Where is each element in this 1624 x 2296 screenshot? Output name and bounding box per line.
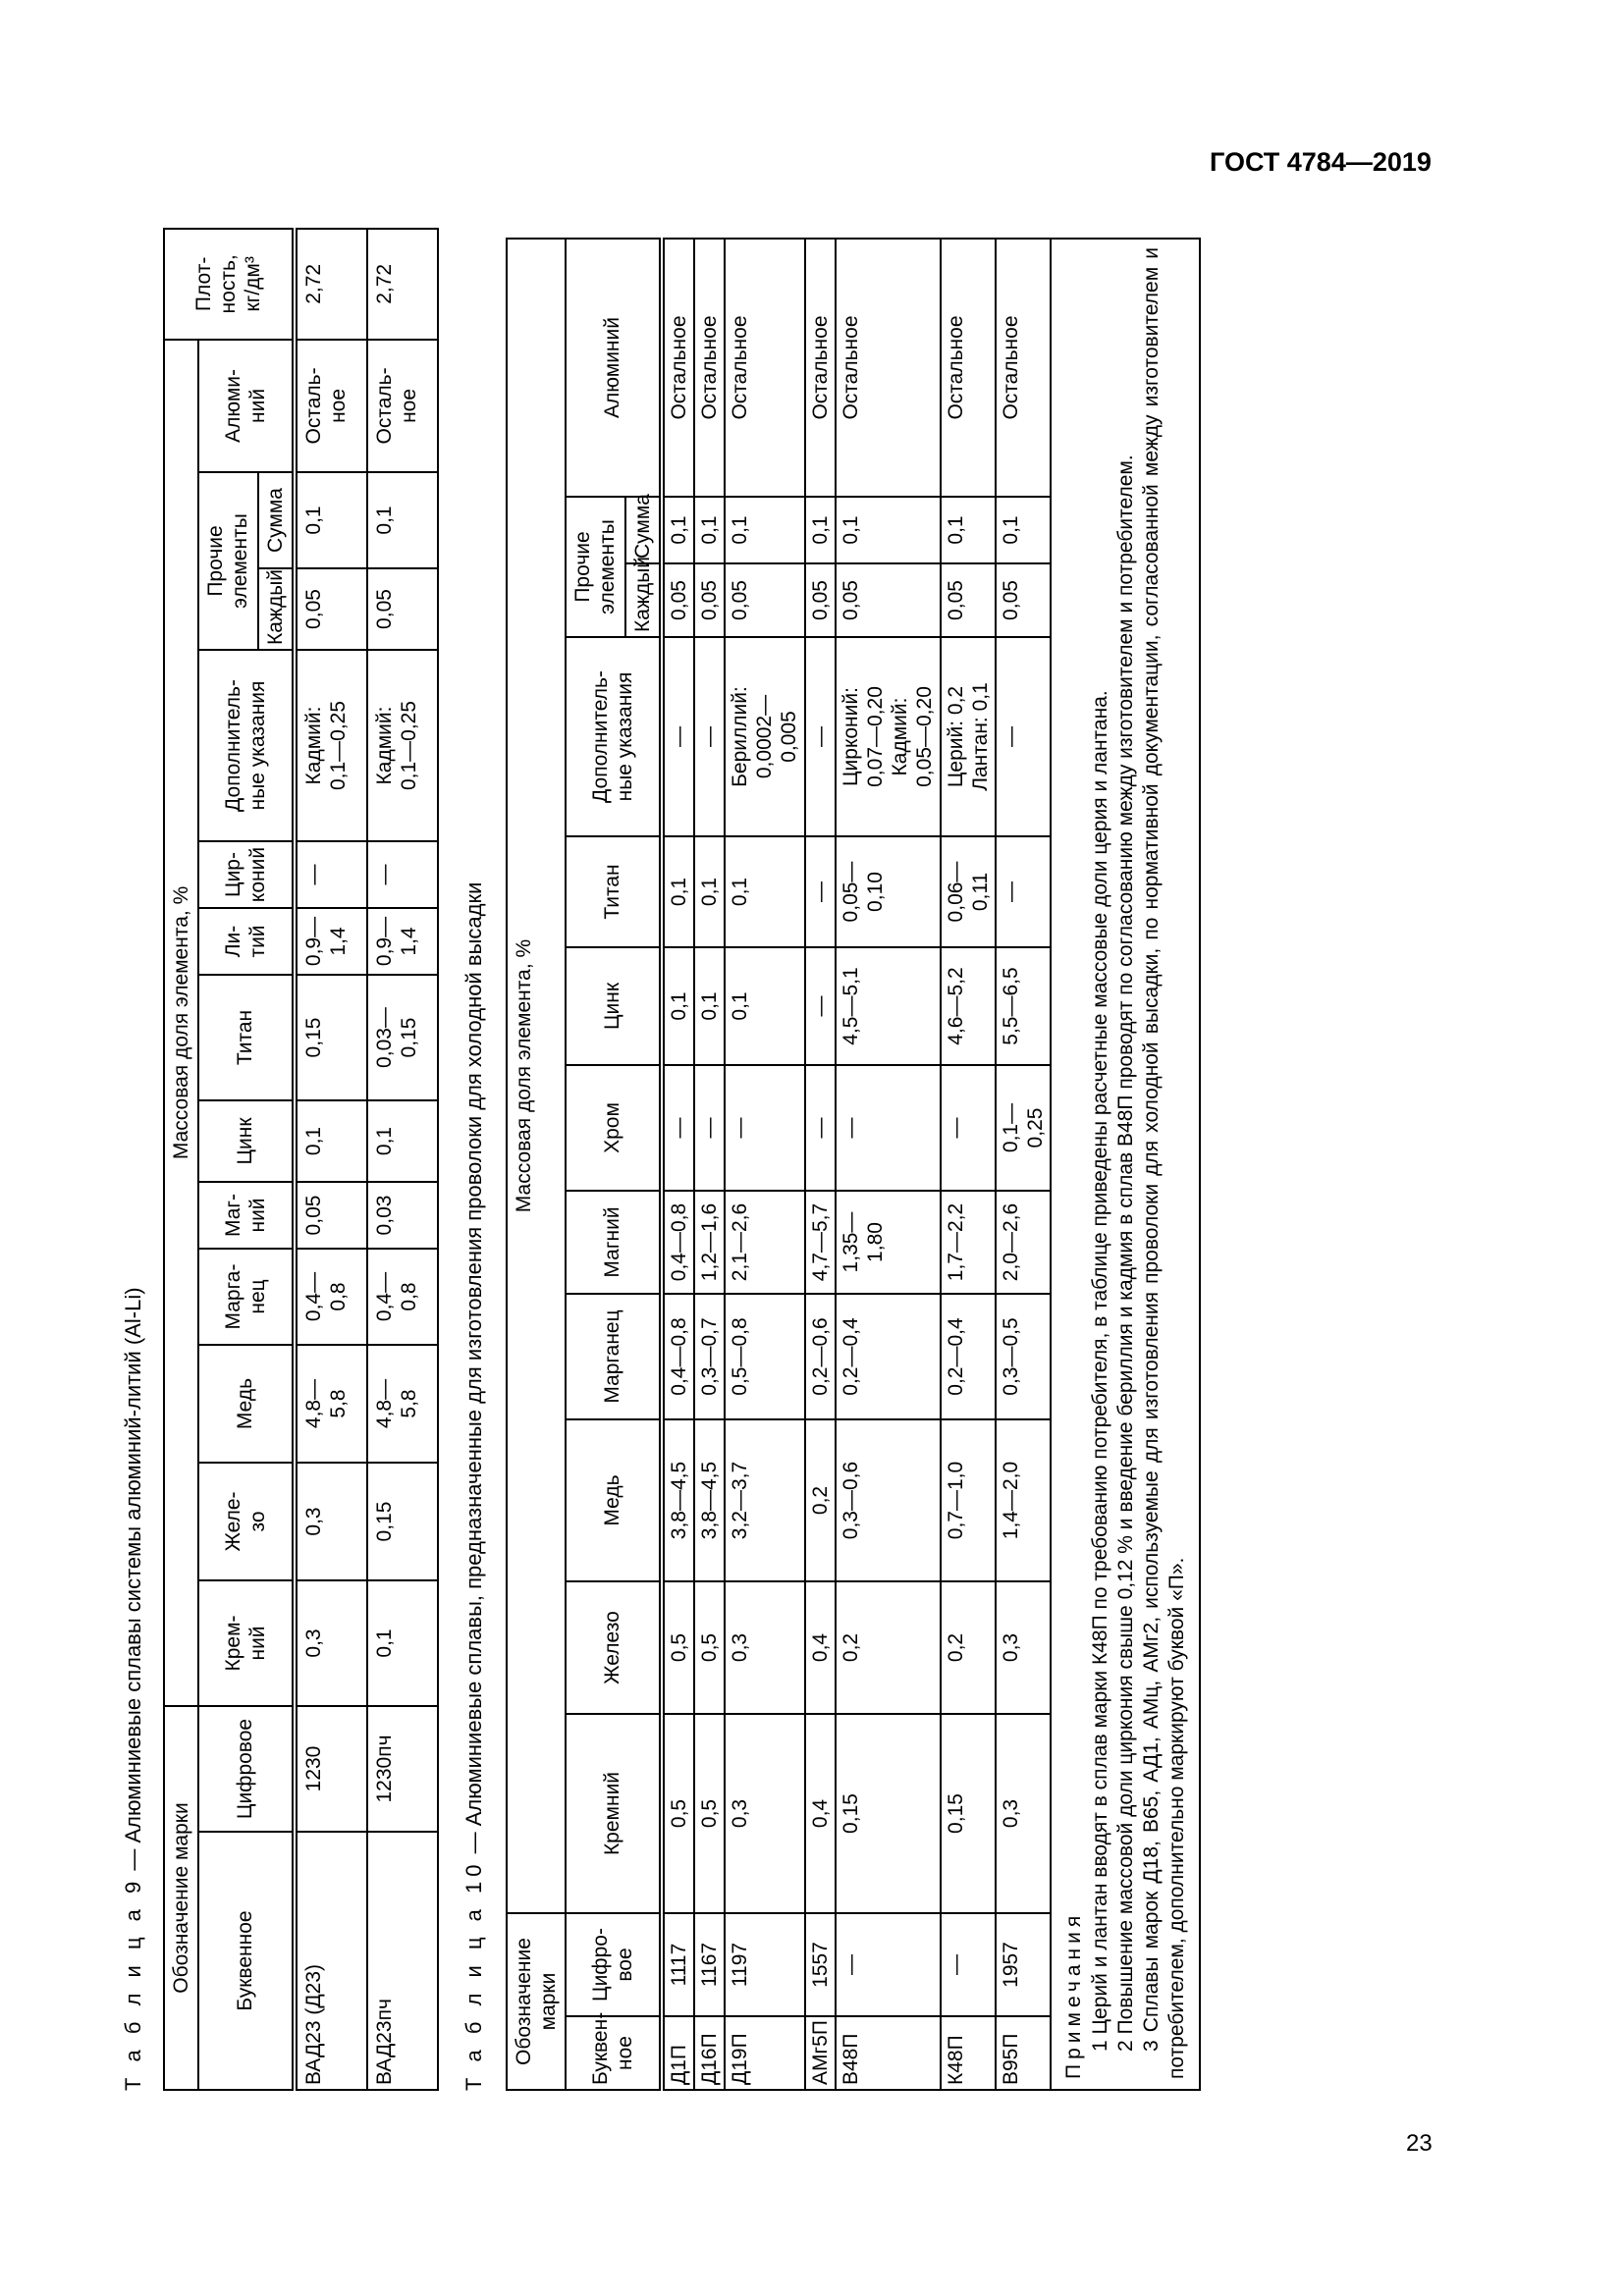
table-cell: 0,2—0,6: [805, 1294, 836, 1419]
table-cell: Цирконий: 0,07—0,20 Кадмий: 0,05—0,20: [836, 637, 941, 836]
header-magnesium: Магний: [566, 1191, 662, 1294]
table9-caption: [116, 236, 151, 2091]
table-cell: 0,1: [694, 497, 725, 563]
alloy-grade-cell: Д16П: [694, 2016, 725, 2090]
table-cell: Остальное: [662, 239, 694, 497]
table-cell: 0,1: [662, 497, 694, 563]
table-cell: 0,9— 1,4: [295, 908, 367, 975]
table-cell: 0,1: [694, 947, 725, 1065]
table-row: [367, 229, 438, 2090]
table-cell: 0,2: [941, 1581, 996, 1714]
table-cell: —: [805, 637, 836, 836]
rotated-content: [116, 236, 1333, 2091]
table-cell: 0,05: [996, 563, 1051, 637]
table-cell: 0,05: [694, 563, 725, 637]
table-cell: 3,8—4,5: [662, 1419, 694, 1581]
header-other: Прочие элементы: [198, 472, 257, 650]
notes-heading: Примечания: [1062, 1910, 1086, 2079]
table-cell: —: [662, 637, 694, 836]
table-cell: 1230: [295, 1706, 367, 1832]
table-cell: 0,1: [725, 497, 805, 563]
table-cell: 1,35— 1,80: [836, 1191, 941, 1294]
table-cell: —: [941, 1065, 996, 1191]
header-copper: Медь: [566, 1419, 662, 1581]
table-row: [805, 239, 836, 2090]
table-cell: 3,8—4,5: [694, 1419, 725, 1581]
table-cell: 0,1: [941, 497, 996, 563]
header-manganese: Марганец: [566, 1294, 662, 1419]
table-cell: 0,4— 0,8: [367, 1249, 438, 1345]
header-other: Прочие элементы: [566, 497, 624, 637]
table-row: [694, 239, 725, 2090]
table-cell: 0,5: [694, 1714, 725, 1913]
table-cell: 0,1: [662, 836, 694, 947]
table-cell: Кадмий: 0,1—0,25: [367, 650, 438, 841]
table-cell: 4,8— 5,8: [295, 1345, 367, 1463]
table-cell: 0,3: [996, 1714, 1051, 1913]
table-cell: —: [295, 841, 367, 908]
table9: [163, 228, 439, 2091]
table-cell: 1557: [805, 1913, 836, 2016]
table-cell: 0,3: [725, 1581, 805, 1714]
table-cell: 0,5: [694, 1581, 725, 1714]
table-cell: 0,1: [996, 497, 1051, 563]
alloy-grade-cell: В95П: [996, 2016, 1051, 2090]
table-cell: —: [996, 836, 1051, 947]
table-cell: 0,3: [725, 1714, 805, 1913]
table-cell: 0,4: [805, 1714, 836, 1913]
header-sum: Сумма: [625, 497, 662, 563]
table-cell: 0,05: [725, 563, 805, 637]
table-cell: —: [367, 841, 438, 908]
table-cell: —: [662, 1065, 694, 1191]
table-cell: 2,1—2,6: [725, 1191, 805, 1294]
table-cell: 0,3—0,5: [996, 1294, 1051, 1419]
table-cell: 0,9— 1,4: [367, 908, 438, 975]
table-cell: —: [805, 947, 836, 1065]
table-cell: 0,5: [662, 1581, 694, 1714]
table-row: [836, 239, 941, 2090]
table-row: [996, 239, 1051, 2090]
table-cell: 0,4—0,8: [662, 1191, 694, 1294]
table-cell: 0,1: [367, 1100, 438, 1182]
table-cell: 1,4—2,0: [996, 1419, 1051, 1581]
header-chromium: Хром: [566, 1065, 662, 1191]
table-cell: —: [805, 1065, 836, 1191]
table-cell: 0,05: [662, 563, 694, 637]
table-cell: Остальное: [725, 239, 805, 497]
header-iron: Железо: [566, 1581, 662, 1714]
table-row: [941, 239, 996, 2090]
table-cell: 0,15: [941, 1714, 996, 1913]
table-cell: 0,4: [805, 1581, 836, 1714]
table-cell: 1167: [694, 1913, 725, 2016]
alloy-grade-cell: К48П: [941, 2016, 996, 2090]
header-digital: Цифро- вое: [566, 1913, 662, 2016]
header-magnesium: Маг- ний: [198, 1182, 295, 1249]
header-zinc: Цинк: [198, 1100, 295, 1182]
table-cell: 0,3—0,7: [694, 1294, 725, 1419]
table-cell: —: [694, 637, 725, 836]
table-cell: Остальное: [941, 239, 996, 497]
header-letter: Буквен- ное: [566, 2016, 662, 2090]
alloy-grade-cell: ВАД23пч: [367, 1832, 438, 2090]
header-mass-fraction: Массовая доля элемента, %: [164, 340, 198, 1706]
table10-caption: [457, 236, 492, 2091]
header-each: Каждый: [625, 563, 662, 637]
header-each: Каждый: [258, 568, 295, 650]
table-cell: —: [805, 836, 836, 947]
table-cell: 1,2—1,6: [694, 1191, 725, 1294]
alloy-grade-cell: В48П: [836, 2016, 941, 2090]
header-lithium: Ли- тий: [198, 908, 295, 975]
header-copper: Медь: [198, 1345, 295, 1463]
table-cell: 0,05: [367, 568, 438, 650]
header-sum: Сумма: [258, 472, 295, 568]
table9-caption-text: — Алюминиевые сплавы системы алюминий-литий (Al-Li): [121, 1287, 145, 1877]
table-cell: 0,1: [295, 472, 367, 568]
table-cell: 0,06— 0,11: [941, 836, 996, 947]
table-cell: 0,15: [836, 1714, 941, 1913]
table-cell: 0,1: [725, 947, 805, 1065]
table-cell: 2,72: [367, 229, 438, 340]
table-cell: 4,5—5,1: [836, 947, 941, 1065]
table-cell: Осталь- ное: [367, 340, 438, 472]
table-cell: 0,1: [805, 497, 836, 563]
table9-caption-prefix: Т а б л и ц а 9: [121, 1876, 145, 2091]
table-cell: 0,5—0,8: [725, 1294, 805, 1419]
table10: [506, 238, 1201, 2091]
table-cell: 4,7—5,7: [805, 1191, 836, 1294]
table-cell: 0,1: [367, 1580, 438, 1706]
table-cell: —: [996, 637, 1051, 836]
table-cell: 0,2: [836, 1581, 941, 1714]
header-additional: Дополнитель- ные указания: [566, 637, 662, 836]
table-cell: 0,3: [996, 1581, 1051, 1714]
table-cell: 0,1: [295, 1100, 367, 1182]
header-letter: Буквенное: [198, 1832, 295, 2090]
header-aluminium: Алюминий: [566, 239, 662, 497]
document-code: ГОСТ 4784—2019: [1210, 147, 1432, 177]
table-cell: 0,15: [295, 975, 367, 1100]
note-2: 2 Повышение массовой доли циркония свыше 0,12 % и введение бериллия и кадмия в сплав В48П проводят по согласованию между изготовителем и потребителем.: [1113, 454, 1137, 2052]
table-cell: 0,1: [662, 947, 694, 1065]
table-cell: Остальное: [836, 239, 941, 497]
table-cell: —: [836, 1065, 941, 1191]
note-3: 3 Сплавы марок Д18, В65, АД1, АМц, АМг2, используемые для изготовления проволоки для холодной высадки, по нормативной документации, согласованной между изготовителем и потребителем, дополнительно маркируют буквой «П».: [1140, 247, 1189, 2079]
table-cell: 0,4—0,8: [662, 1294, 694, 1419]
table-cell: 0,2—0,4: [836, 1294, 941, 1419]
table-cell: 0,1— 0,25: [996, 1065, 1051, 1191]
table-cell: 0,05— 0,10: [836, 836, 941, 947]
header-density: Плот- ность, кг/дм³: [164, 229, 295, 340]
table-cell: 0,05: [941, 563, 996, 637]
table-cell: 0,05: [295, 1182, 367, 1249]
table-cell: 0,5: [662, 1714, 694, 1913]
table10-caption-prefix: Т а б л и ц а 10: [460, 1859, 486, 2091]
header-digital: Цифровое: [198, 1706, 295, 1832]
table-cell: —: [941, 1913, 996, 2016]
table-cell: 1,7—2,2: [941, 1191, 996, 1294]
table-cell: 0,3: [295, 1580, 367, 1706]
table-cell: 0,15: [367, 1463, 438, 1580]
table10-notes: [1051, 239, 1199, 2090]
table-cell: 5,5—6,5: [996, 947, 1051, 1065]
table-cell: 0,1: [694, 836, 725, 947]
alloy-grade-cell: АМг5П: [805, 2016, 836, 2090]
table-cell: 2,0—2,6: [996, 1191, 1051, 1294]
table-cell: 0,1: [367, 472, 438, 568]
table-cell: 0,05: [805, 563, 836, 637]
table-cell: 1230пч: [367, 1706, 438, 1832]
table-cell: 0,05: [295, 568, 367, 650]
table-cell: 0,05: [836, 563, 941, 637]
table-cell: 1957: [996, 1913, 1051, 2016]
header-titanium: Титан: [198, 975, 295, 1100]
table-cell: Остальное: [996, 239, 1051, 497]
header-silicon: Кремний: [566, 1714, 662, 1913]
table-cell: Остальное: [694, 239, 725, 497]
table-cell: 0,1: [725, 836, 805, 947]
table-cell: 0,3: [295, 1463, 367, 1580]
table-row: [295, 229, 367, 2090]
table-cell: 0,7—1,0: [941, 1419, 996, 1581]
table-cell: 0,2: [805, 1419, 836, 1581]
table-cell: Бериллий: 0,0002— 0,005: [725, 637, 805, 836]
table-cell: 0,1: [836, 497, 941, 563]
table-cell: 0,4— 0,8: [295, 1249, 367, 1345]
header-silicon: Крем- ний: [198, 1580, 295, 1706]
header-aluminium: Алюми- ний: [198, 340, 295, 472]
page-number: 23: [1406, 2130, 1433, 2157]
alloy-grade-cell: ВАД23 (Д23): [295, 1832, 367, 2090]
table-cell: 0,03— 0,15: [367, 975, 438, 1100]
header-zirconium: Цир- коний: [198, 841, 295, 908]
table-cell: —: [725, 1065, 805, 1191]
header-iron: Желе- зо: [198, 1463, 295, 1580]
table-cell: Осталь- ное: [295, 340, 367, 472]
table-cell: Церий: 0,2 Лантан: 0,1: [941, 637, 996, 836]
header-mass-fraction: Массовая доля элемента, %: [507, 239, 566, 1913]
table-cell: 1197: [725, 1913, 805, 2016]
table-cell: 0,3—0,6: [836, 1419, 941, 1581]
header-manganese: Марга- нец: [198, 1249, 295, 1345]
header-designation: Обозначение марки: [164, 1706, 198, 2090]
table-cell: Кадмий: 0,1—0,25: [295, 650, 367, 841]
table-row: [725, 239, 805, 2090]
table-cell: 0,2—0,4: [941, 1294, 996, 1419]
header-zinc: Цинк: [566, 947, 662, 1065]
table-cell: —: [836, 1913, 941, 2016]
header-additional: Дополнитель- ные указания: [198, 650, 295, 841]
table-cell: 3,2—3,7: [725, 1419, 805, 1581]
header-titanium: Титан: [566, 836, 662, 947]
alloy-grade-cell: Д19П: [725, 2016, 805, 2090]
table-cell: 0,03: [367, 1182, 438, 1249]
table-cell: 4,6—5,2: [941, 947, 996, 1065]
table-cell: —: [694, 1065, 725, 1191]
header-designation: Обозначение марки: [507, 1913, 566, 2090]
note-1: 1 Церий и лантан вводят в сплав марки К48П по требованию потребителя, в таблице приведены расчетные массовые доли церия и лантана.: [1088, 690, 1111, 2052]
alloy-grade-cell: Д1П: [662, 2016, 694, 2090]
table10-caption-text: — Алюминиевые сплавы, предназначенные для изготовления проволоки для холодной высадки: [460, 881, 486, 1860]
table-cell: 2,72: [295, 229, 367, 340]
table-cell: 4,8— 5,8: [367, 1345, 438, 1463]
table-cell: Остальное: [805, 239, 836, 497]
table-row: [662, 239, 694, 2090]
table-cell: 1117: [662, 1913, 694, 2016]
